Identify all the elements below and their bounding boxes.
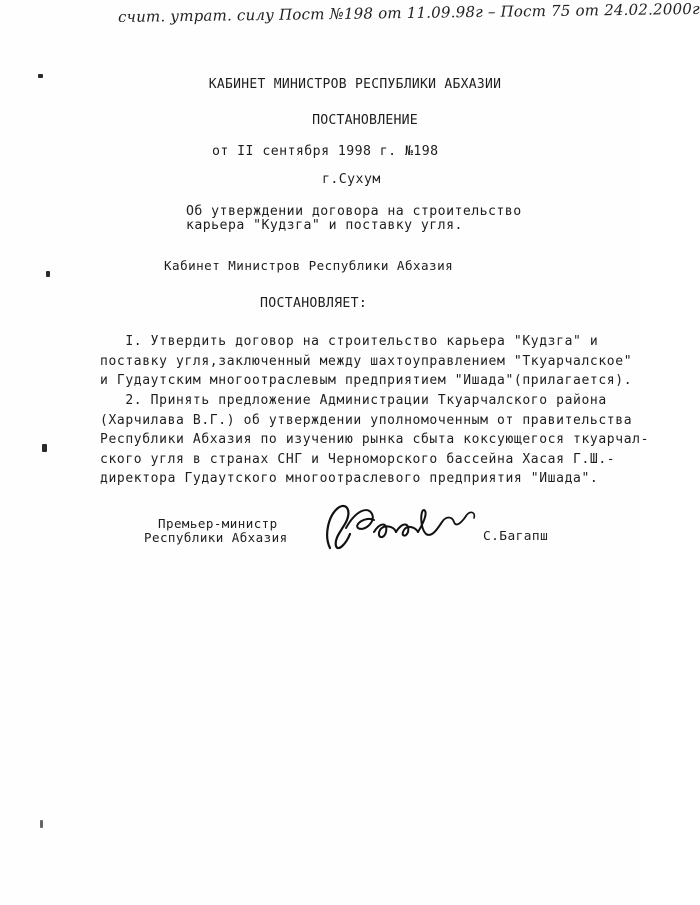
body-line: ского угля в странах СНГ и Черноморского бассейна Хасая Г.Ш.- — [100, 452, 616, 467]
signatory-role-line-1: Премьер-министр — [158, 516, 278, 531]
date-and-number: от II сентября 1998 г. №198 — [212, 144, 439, 159]
signatory-name: С.Багапш — [483, 529, 549, 544]
scan-speck — [40, 820, 43, 828]
scan-speck — [46, 271, 50, 277]
subject-line-2: карьера "Кудзга" и поставку угля. — [186, 218, 463, 233]
issuer-title: КАБИНЕТ МИНИСТРОВ РЕСПУБЛИКИ АБХАЗИИ — [208, 77, 502, 92]
scan-speck — [38, 74, 43, 78]
scan-speck — [42, 444, 47, 452]
preamble: Кабинет Министров Республики Абхазия — [164, 258, 454, 273]
body-line: и Гудаутским многоотраслевым предприятием "Ишада"(прилагается). — [100, 373, 633, 388]
city: г.Сухум — [322, 172, 381, 187]
resolves-heading: ПОСТАНОВЛЯЕТ: — [260, 296, 368, 311]
body-line: 2. Принять предложение Администрации Ткуарчалского района — [100, 393, 607, 408]
document-type: ПОСТАНОВЛЕНИЕ — [312, 113, 418, 128]
subject-line-1: Об утверждении договора на строительство — [186, 204, 522, 219]
handwritten-annotation: счит. утрат. силу Пост №198 от 11.09.98г – Пост 75 от 24.02.2000г — [117, 0, 700, 26]
handwritten-signature — [316, 498, 496, 560]
body-line: поставку угля,заключенный между шахтоуправлением "Ткуарчалское" — [100, 354, 633, 369]
body-line: директора Гудаутского многоотраслевого предприятия "Ишада". — [100, 471, 599, 486]
body-line: I. Утвердить договор на строительство карьера "Кудзга" и — [100, 334, 599, 349]
body-line: (Харчилава В.Г.) об утверждении уполномоченным от правительства — [100, 413, 633, 428]
signatory-role-line-2: Республики Абхазия — [144, 530, 288, 545]
body-line: Республики Абхазия по изучению рынка сбыта коксующегося ткуарчал- — [100, 432, 650, 447]
